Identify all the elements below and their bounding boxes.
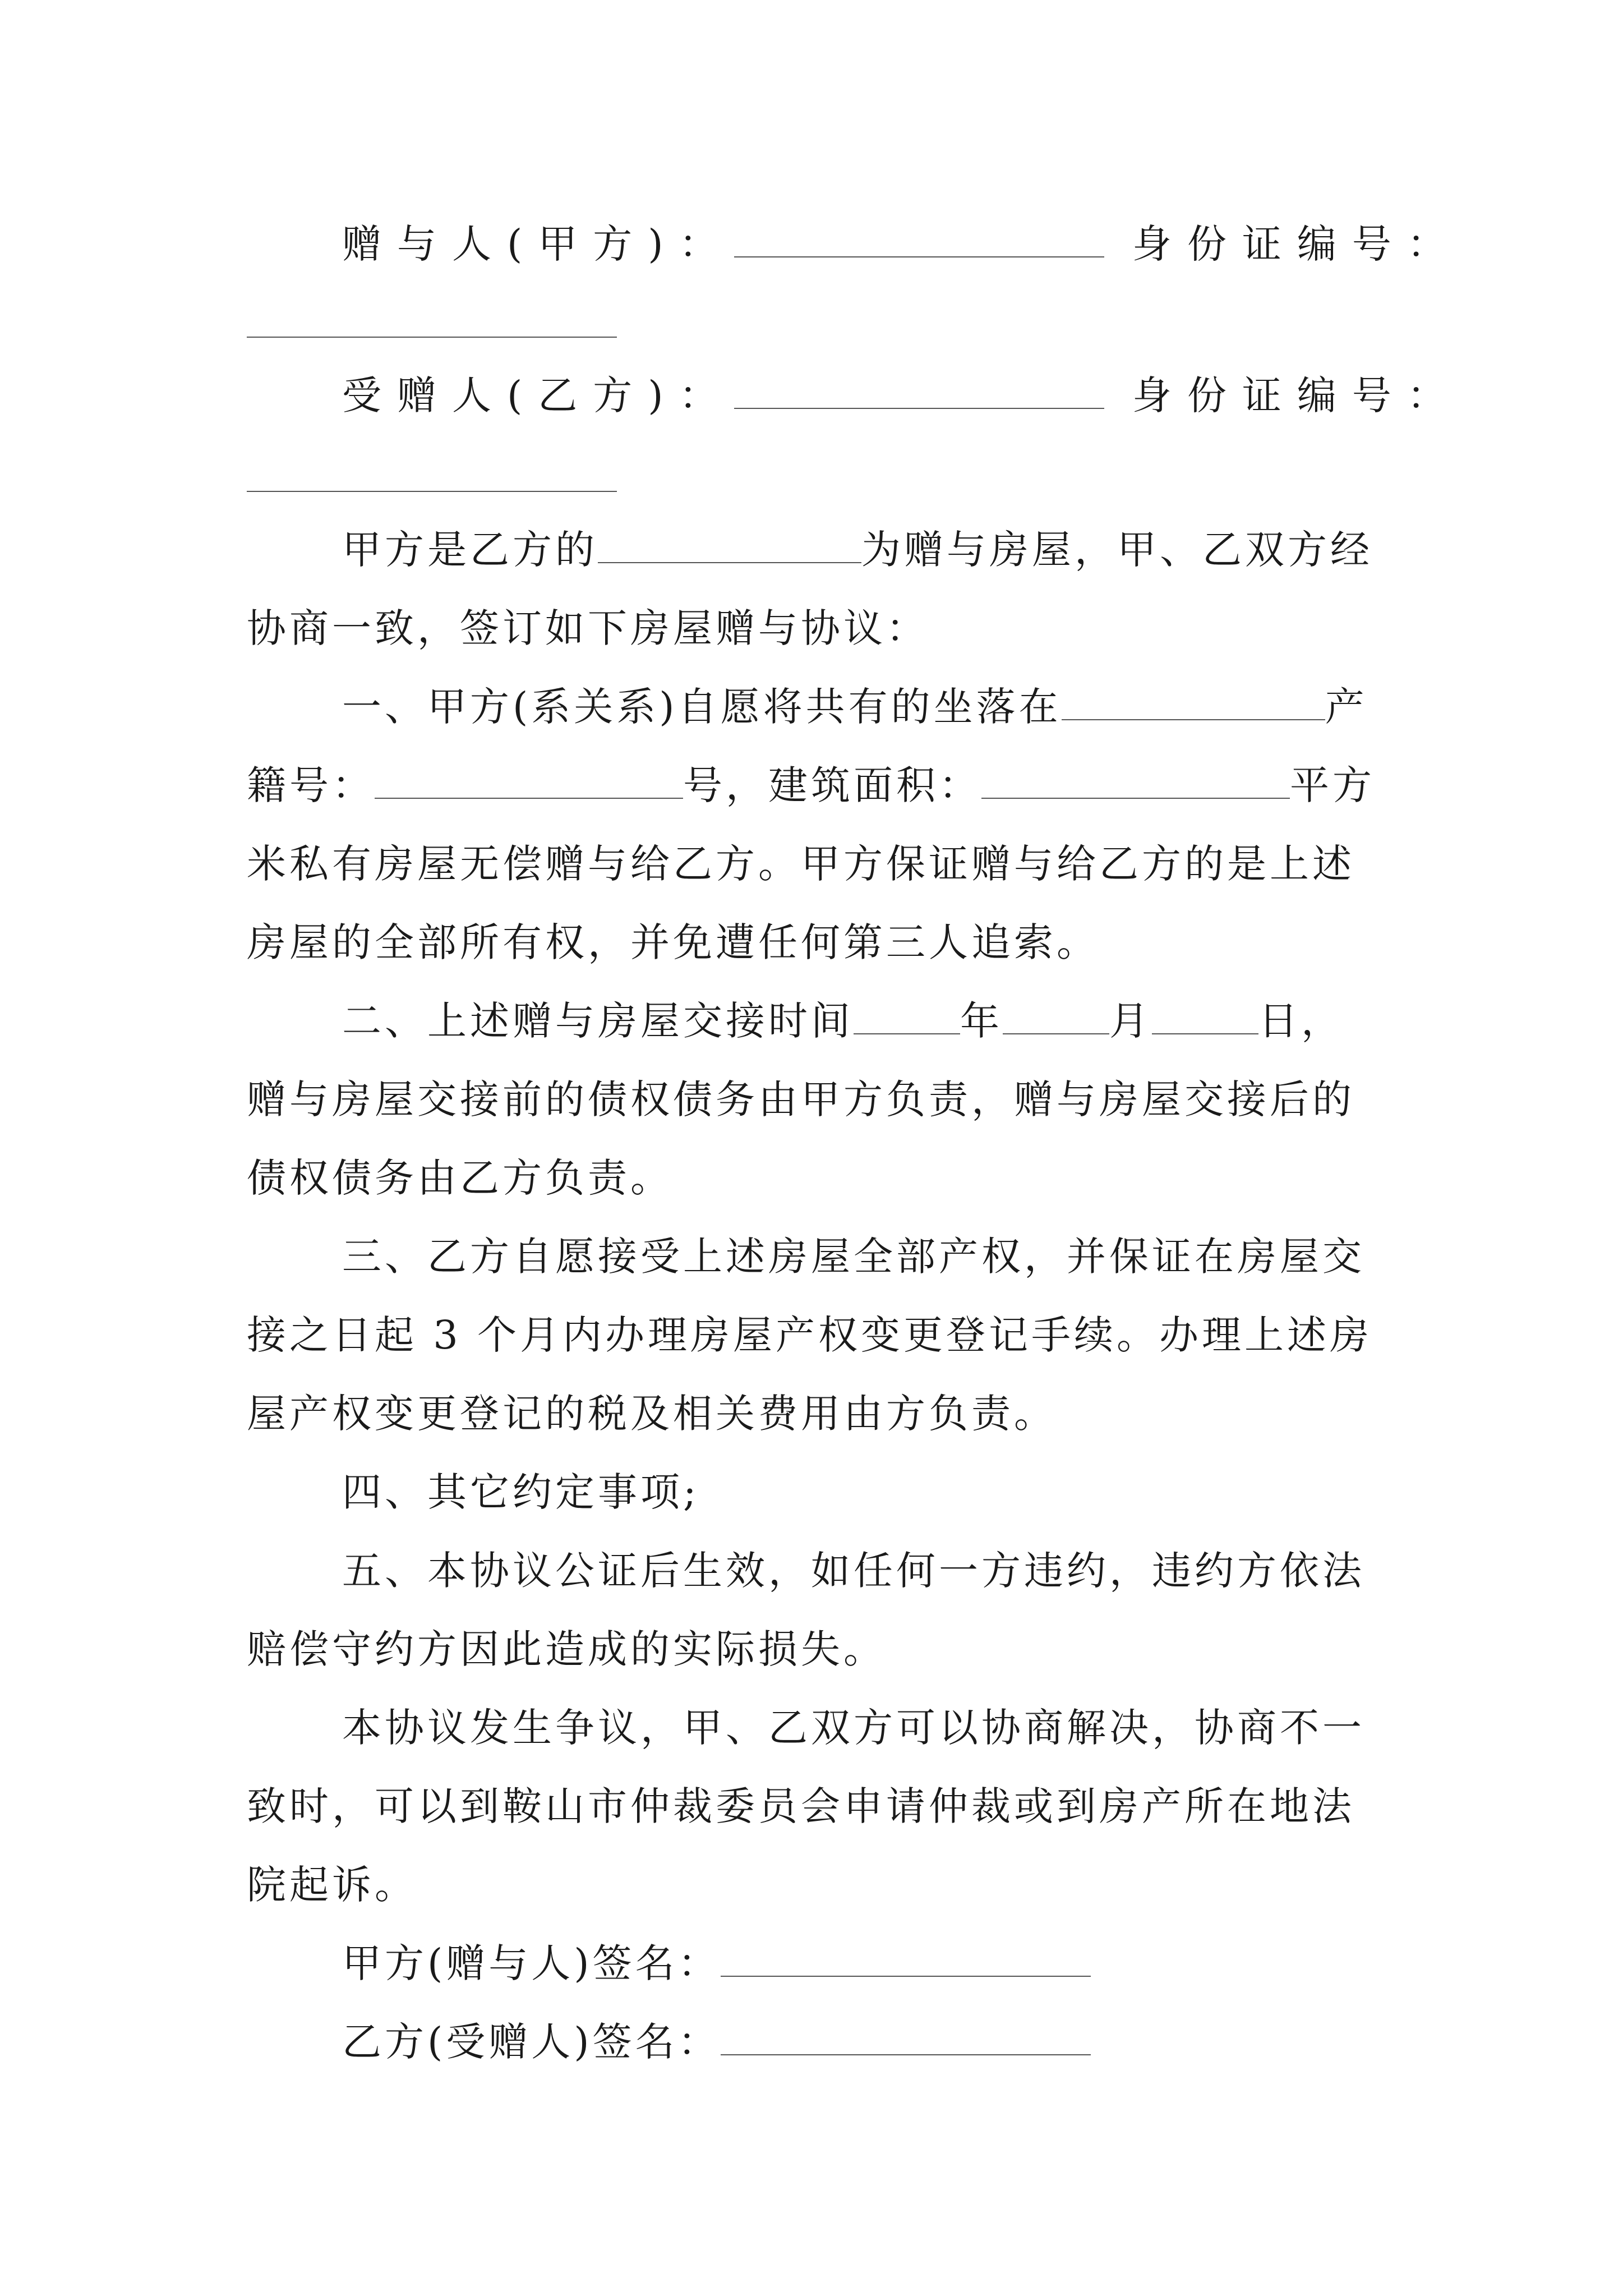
intro-line-2: 协商一致，签订如下房屋赠与协议： — [247, 605, 929, 651]
clause1-part1: 一、甲方(系关系)自愿将共有的坐落在 — [342, 684, 1062, 730]
donor-id-label: 身份证编号： — [1132, 221, 1462, 267]
year-blank[interactable] — [854, 999, 960, 1034]
clause3-line-3: 屋产权变更登记的税及相关费用由方负责。 — [247, 1391, 1057, 1437]
day-blank[interactable] — [1152, 999, 1258, 1034]
year-label: 年 — [960, 998, 1003, 1044]
party-a-label: 甲方(赠与人)签名： — [342, 1940, 721, 1986]
donor-name-blank[interactable] — [734, 222, 1104, 257]
clause2-line-3: 债权债务由乙方负责。 — [247, 1155, 673, 1201]
donee-label: 受赠人(乙方)： — [342, 372, 734, 418]
clause1-part2: 产 — [1325, 684, 1368, 730]
clause1-line-2 — [247, 757, 1385, 813]
clause1-part3: 籍号： — [247, 762, 375, 808]
donor-label: 赠与人(甲方)： — [342, 221, 734, 267]
relationship-blank[interactable] — [598, 527, 861, 563]
clause1-line-1 — [247, 679, 1385, 735]
intro-part1: 甲方是乙方的 — [342, 527, 598, 573]
clause2-line-2: 赠与房屋交接前的债权债务由甲方负责，赠与房屋交接后的 — [247, 1076, 1355, 1122]
clause1-line-4: 房屋的全部所有权，并免遭任何第三人追索。 — [247, 919, 1099, 965]
party-a-signature-blank[interactable] — [721, 1941, 1091, 1977]
signature-party-a — [247, 1935, 1385, 1991]
clause2-line-1 — [247, 993, 1385, 1049]
dispute-line-3: 院起诉。 — [247, 1862, 417, 1908]
donee-name-blank[interactable] — [734, 373, 1104, 409]
month-label: 月 — [1109, 998, 1152, 1044]
donee-id-blank[interactable] — [247, 491, 617, 492]
party-b-signature-blank[interactable] — [721, 2019, 1091, 2055]
clause1-part5: 平方 — [1290, 762, 1375, 808]
area-blank[interactable] — [981, 763, 1290, 799]
donor-line — [247, 216, 1462, 272]
clause1-part4: 号，建筑面积： — [683, 762, 981, 808]
day-label: 日， — [1258, 998, 1344, 1044]
donor-id-blank[interactable] — [247, 337, 617, 338]
clause4-line: 四、其它约定事项; — [342, 1469, 700, 1515]
intro-part2: 为赠与房屋，甲、乙双方经 — [861, 527, 1373, 573]
clause5-line-1: 五、本协议公证后生效，如任何一方违约，违约方依法 — [342, 1548, 1365, 1594]
clause2-part1: 二、上述赠与房屋交接时间 — [342, 998, 854, 1044]
clause1-line-3: 米私有房屋无偿赠与给乙方。甲方保证赠与给乙方的是上述 — [247, 841, 1355, 887]
donee-line — [247, 367, 1462, 424]
clause5-line-2: 赔偿守约方因此造成的实际损失。 — [247, 1626, 886, 1672]
clause3-line-2: 接之日起 3 个月内办理房屋产权变更登记手续。办理上述房 — [247, 1312, 1373, 1358]
intro-line-1 — [247, 522, 1385, 578]
signature-party-b — [247, 2014, 1385, 2070]
location-blank[interactable] — [1062, 684, 1325, 720]
registry-number-blank[interactable] — [375, 763, 683, 799]
donee-id-label: 身份证编号： — [1132, 372, 1462, 418]
month-blank[interactable] — [1003, 999, 1109, 1034]
dispute-line-1: 本协议发生争议，甲、乙双方可以协商解决，协商不一 — [342, 1705, 1365, 1751]
dispute-line-2: 致时，可以到鞍山市仲裁委员会申请仲裁或到房产所在地法 — [247, 1783, 1355, 1829]
clause3-line-1: 三、乙方自愿接受上述房屋全部产权，并保证在房屋交 — [342, 1234, 1365, 1280]
party-b-label: 乙方(受赠人)签名： — [342, 2019, 721, 2065]
